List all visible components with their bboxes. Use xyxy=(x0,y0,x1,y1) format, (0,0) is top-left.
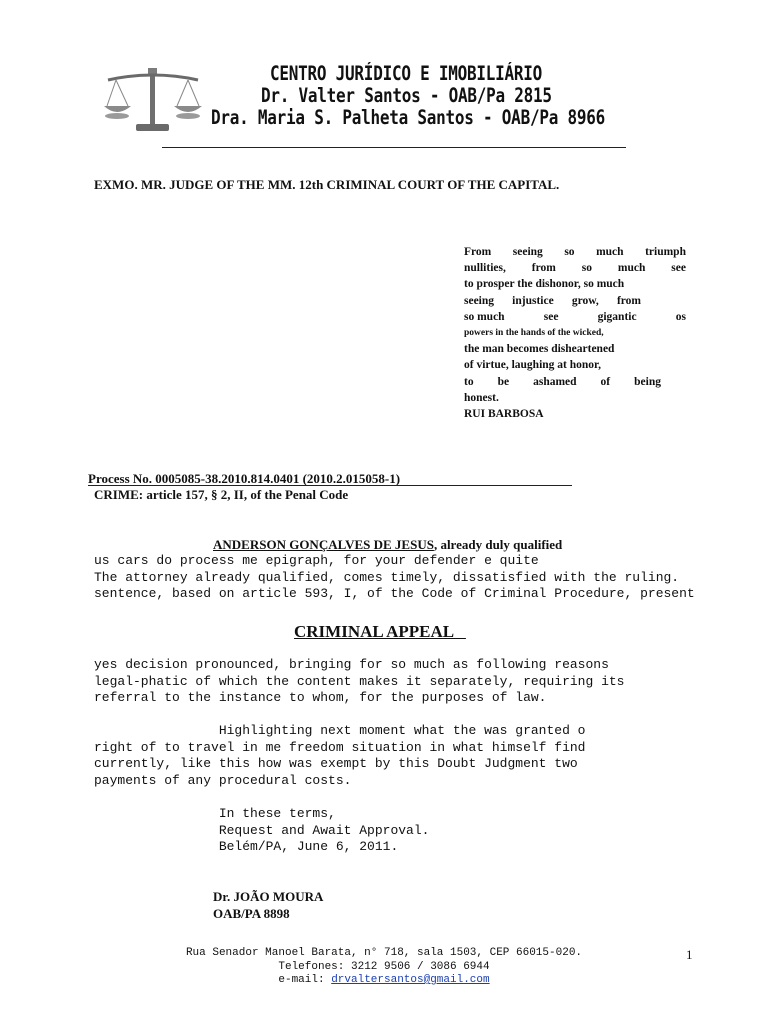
highlight-paragraph: Highlighting next moment what the was granted o right of to travel in me freedom situation in what himself find currently, like this how was exempt by this Doubt Judgment two payments of any procedural costs. xyxy=(94,723,586,788)
footer-email-line: e-mail: drvaltersantos@gmail.com xyxy=(278,974,490,986)
epigraph-author: RUI BARBOSA xyxy=(464,408,544,421)
epigraph-line: From seeing so much triumph xyxy=(464,246,686,258)
page-number: 1 xyxy=(686,947,693,962)
epigraph-line: honest. xyxy=(464,391,499,404)
epigraph-line: so much see gigantic os xyxy=(464,310,686,323)
epigraph-line: nullities, from so much see xyxy=(464,262,686,275)
appeal-title: CRIMINAL APPEAL xyxy=(294,622,466,641)
epigraph-line: seeing injustice grow, from xyxy=(464,294,641,307)
party-name: ANDERSON GONÇALVES DE JESUS xyxy=(213,537,434,552)
epigraph-line: to prosper the dishonor, so much xyxy=(464,278,625,291)
epigraph-line: powers in the hands of the wicked, xyxy=(464,328,604,339)
footer-email-link[interactable]: drvaltersantos@gmail.com xyxy=(331,974,490,986)
party-line xyxy=(213,537,562,553)
process-number: Process No. 0005085-38.2010.814.0401 (2010.2.015058-1) xyxy=(88,471,401,486)
epigraph-line: the man becomes disheartened xyxy=(464,343,615,356)
epigraph-line: to be ashamed of being xyxy=(464,375,661,388)
addressee-line: EXMO. MR. JUDGE OF THE MM. 12th CRIMINAL COURT OF THE CAPITAL. xyxy=(94,177,560,192)
letterhead-divider xyxy=(162,147,626,148)
page-footer xyxy=(0,947,768,988)
letterhead-attorney-1: Dr. Valter Santos - OAB/Pa 2815 xyxy=(261,84,552,107)
letterhead-title: CENTRO JURÍDICO E IMOBILIÁRIO xyxy=(270,62,543,85)
footer-phones: Telefones: 3212 9506 / 3086 6944 xyxy=(278,960,490,973)
footer-address: Rua Senador Manoel Barata, n° 718, sala 1503, CEP 66015-020. xyxy=(185,947,583,959)
signature-block xyxy=(213,889,323,922)
process-underline xyxy=(88,485,572,486)
letterhead-attorney-2: Dra. Maria S. Palheta Santos - OAB/Pa 8966 xyxy=(211,106,605,129)
intro-paragraph: us cars do process me epigraph, for your defender e quite The attorney already qualified, comes timely, dissatisfied with the ruling. sentence, based on article 593, I, of the Code of Criminal Procedure, present xyxy=(94,553,695,601)
signer-oab: OAB/PA 8898 xyxy=(213,905,290,921)
crime-line: CRIME: article 157, § 2, II, of the Penal Code xyxy=(94,487,349,502)
closing-block: In these terms, Request and Await Approval. Belém/PA, June 6, 2011. xyxy=(218,806,430,854)
reasons-paragraph: yes decision pronounced, bringing for so much as following reasons legal-phatic of which the content makes it separately, requiring its referral to the instance to whom, for the purposes of law. xyxy=(94,657,625,705)
signer-name: Dr. JOÃO MOURA xyxy=(213,889,324,904)
scales-of-justice-icon xyxy=(102,66,204,132)
epigraph-line: of virtue, laughing at honor, xyxy=(464,359,601,372)
epigraph-block xyxy=(464,244,686,422)
party-suffix: , already duly qualified xyxy=(433,537,563,552)
